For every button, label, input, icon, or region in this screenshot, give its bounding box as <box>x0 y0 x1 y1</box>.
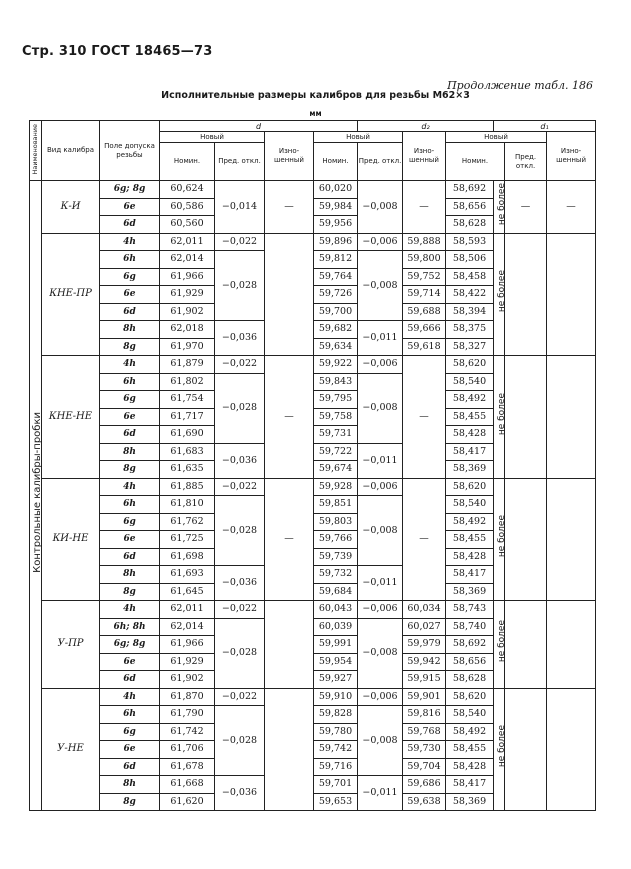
d1-worn <box>547 356 596 479</box>
d2-worn: 59,979 <box>403 636 446 654</box>
d2-worn: 59,730 <box>403 741 446 759</box>
d-worn: — <box>265 478 314 601</box>
d2-nominal: 60,039 <box>314 618 358 636</box>
d-nominal: 61,698 <box>160 548 215 566</box>
d-nominal: 62,011 <box>160 233 215 251</box>
d-nominal: 61,693 <box>160 566 215 584</box>
d-nominal: 61,683 <box>160 443 215 461</box>
d-deviation: −0,036 <box>215 443 265 478</box>
d-nominal: 61,966 <box>160 636 215 654</box>
d1-nominal: 58,369 <box>446 583 494 601</box>
d2-worn: 59,901 <box>403 688 446 706</box>
d1-nominal: 58,692 <box>446 636 494 654</box>
d1-deviation <box>505 233 547 356</box>
d2-deviation: −0,006 <box>358 478 403 496</box>
d1-nominal: 58,628 <box>446 671 494 689</box>
d2-worn: 59,888 <box>403 233 446 251</box>
d-worn: — <box>265 356 314 479</box>
tolerance-field: 6d <box>100 758 160 776</box>
d1-nominal: 58,593 <box>446 233 494 251</box>
d2-nominal: 59,922 <box>314 356 358 374</box>
d2-nominal: 59,674 <box>314 461 358 479</box>
d2-nominal: 59,956 <box>314 216 358 234</box>
tolerance-field: 6d <box>100 671 160 689</box>
tolerance-field: 8h <box>100 566 160 584</box>
table-body <box>30 181 596 811</box>
tolerance-field: 4h <box>100 233 160 251</box>
d2-deviation: −0,008 <box>358 181 403 234</box>
tolerance-field: 6e <box>100 286 160 304</box>
d-nominal: 60,560 <box>160 216 215 234</box>
d2-deviation: −0,008 <box>358 706 403 776</box>
d1-nominal: 58,656 <box>446 653 494 671</box>
col-naimenovanie: Наименование <box>30 121 42 181</box>
tolerance-field: 6d <box>100 426 160 444</box>
table-row <box>30 356 596 374</box>
d1-nominal: 58,455 <box>446 408 494 426</box>
d2-deviation: −0,011 <box>358 776 403 811</box>
d-worn: — <box>265 181 314 234</box>
d-deviation: −0,028 <box>215 373 265 443</box>
d1-nominal: 58,417 <box>446 776 494 794</box>
d2-dev-header: Пред. откл. <box>358 143 403 181</box>
d2-nominal: 60,043 <box>314 601 358 619</box>
d2-deviation: −0,006 <box>358 233 403 251</box>
d2-worn: 60,034 <box>403 601 446 619</box>
d2-nominal: 59,812 <box>314 251 358 269</box>
col-vid: Вид калибра <box>42 121 100 181</box>
d1-nominal: 58,417 <box>446 443 494 461</box>
d2-worn: 59,688 <box>403 303 446 321</box>
d2-worn: 59,752 <box>403 268 446 286</box>
table-row <box>30 601 596 619</box>
calibre-name: КИ-НЕ <box>42 478 100 601</box>
d1-nominal: 58,506 <box>446 251 494 269</box>
d2-nominal: 59,984 <box>314 198 358 216</box>
tolerance-field: 6g; 8g <box>100 181 160 199</box>
d2-nominal: 59,634 <box>314 338 358 356</box>
d1-nominal: 58,375 <box>446 321 494 339</box>
d1-deviation <box>505 601 547 689</box>
d2-nominal: 59,780 <box>314 723 358 741</box>
d1-nominal: 58,422 <box>446 286 494 304</box>
d2-worn: 59,714 <box>403 286 446 304</box>
d1-nominal: 58,492 <box>446 391 494 409</box>
d1-nominal: 58,492 <box>446 723 494 741</box>
d1-nominal: 58,692 <box>446 181 494 199</box>
col-pole: Поле допуска резьбы <box>100 121 160 181</box>
d-deviation: −0,022 <box>215 233 265 251</box>
d-nominal: 61,810 <box>160 496 215 514</box>
d2-deviation: −0,008 <box>358 251 403 321</box>
d-worn <box>265 233 314 356</box>
table-title: Исполнительные размеры калибров для резьбы М62×3 <box>161 90 470 101</box>
d1-nominal: 58,394 <box>446 303 494 321</box>
d-deviation: −0,022 <box>215 356 265 374</box>
d1-worn: — <box>547 181 596 234</box>
calibre-name: КНЕ-ПР <box>42 233 100 356</box>
tolerance-field: 8g <box>100 338 160 356</box>
d-nominal: 61,762 <box>160 513 215 531</box>
d1-nominal: 58,428 <box>446 426 494 444</box>
d2-deviation: −0,006 <box>358 688 403 706</box>
d1-deviation <box>505 478 547 601</box>
d-nominal: 60,586 <box>160 198 215 216</box>
units-label: мм <box>309 109 322 118</box>
d-nominal: 61,717 <box>160 408 215 426</box>
d-nominal: 61,966 <box>160 268 215 286</box>
d-nominal: 62,011 <box>160 601 215 619</box>
tolerance-field: 8g <box>100 461 160 479</box>
tolerance-field: 6g <box>100 268 160 286</box>
tolerance-field: 6e <box>100 531 160 549</box>
tolerance-field: 6e <box>100 408 160 426</box>
d1-nominal: 58,656 <box>446 198 494 216</box>
d1-nominal: 58,369 <box>446 793 494 811</box>
d2-deviation: −0,011 <box>358 321 403 356</box>
tolerance-field: 4h <box>100 478 160 496</box>
tolerance-field: 6g <box>100 513 160 531</box>
d-worn-header: Изно- шенный <box>265 132 314 181</box>
d2-worn: 59,638 <box>403 793 446 811</box>
d2-nominal: 59,758 <box>314 408 358 426</box>
d1-worn-header: Изно- шенный <box>547 132 596 181</box>
d1-dev-header: Пред. откл. <box>505 143 547 181</box>
d1-nomin-header: Номин. <box>446 143 505 181</box>
tolerance-field: 6d <box>100 548 160 566</box>
d1-nominal: 58,458 <box>446 268 494 286</box>
d1-nominal: 58,492 <box>446 513 494 531</box>
d-deviation: −0,022 <box>215 688 265 706</box>
d1-deviation <box>505 356 547 479</box>
d1-nominal: 58,540 <box>446 706 494 724</box>
d2-nominal: 59,954 <box>314 653 358 671</box>
d2-worn: — <box>403 356 446 479</box>
d-deviation: −0,028 <box>215 496 265 566</box>
tolerance-field: 4h <box>100 601 160 619</box>
d2-nominal: 59,731 <box>314 426 358 444</box>
d1-nominal: 58,540 <box>446 373 494 391</box>
calibre-name: КНЕ-НЕ <box>42 356 100 479</box>
tolerance-field: 6g <box>100 391 160 409</box>
tolerance-field: 8h <box>100 443 160 461</box>
d2-nominal: 59,700 <box>314 303 358 321</box>
d-nominal: 61,635 <box>160 461 215 479</box>
d-nominal: 60,624 <box>160 181 215 199</box>
d2-nominal: 59,732 <box>314 566 358 584</box>
d-nominal: 62,014 <box>160 618 215 636</box>
tolerance-field: 6g; 8g <box>100 636 160 654</box>
d-deviation: −0,036 <box>215 321 265 356</box>
d-nominal: 61,902 <box>160 671 215 689</box>
d2-nominal: 59,766 <box>314 531 358 549</box>
d1-nominal: 58,369 <box>446 461 494 479</box>
not-more-label: не более <box>494 688 505 811</box>
d2-nominal: 59,828 <box>314 706 358 724</box>
page-header: Стр. 310 ГОСТ 18465—73 <box>22 44 213 59</box>
d2-worn-header: Изно- шенный <box>403 132 446 181</box>
d-nominal: 61,690 <box>160 426 215 444</box>
continuation-note: Продолжение табл. 186 <box>447 79 593 92</box>
tolerance-field: 6d <box>100 303 160 321</box>
d1-nominal: 58,455 <box>446 741 494 759</box>
d1-nominal: 58,455 <box>446 531 494 549</box>
not-more-label: не более <box>494 233 505 356</box>
d-nominal: 61,668 <box>160 776 215 794</box>
col-d1: d₁ <box>494 121 596 132</box>
not-more-label: не более <box>494 356 505 479</box>
d2-nominal: 59,722 <box>314 443 358 461</box>
d1-nominal: 58,428 <box>446 758 494 776</box>
d-nominal: 61,620 <box>160 793 215 811</box>
d-nominal: 61,725 <box>160 531 215 549</box>
d1-worn <box>547 688 596 811</box>
d-nominal: 61,754 <box>160 391 215 409</box>
tolerance-field: 6h <box>100 373 160 391</box>
d-deviation: −0,036 <box>215 566 265 601</box>
d2-worn: 59,768 <box>403 723 446 741</box>
d2-worn: 59,816 <box>403 706 446 724</box>
not-more-label: не более <box>494 601 505 689</box>
d1-nominal: 58,628 <box>446 216 494 234</box>
d-nominal: 61,929 <box>160 286 215 304</box>
tolerance-field: 6h <box>100 706 160 724</box>
d-nominal: 61,970 <box>160 338 215 356</box>
d1-worn <box>547 601 596 689</box>
d-deviation: −0,036 <box>215 776 265 811</box>
d2-nomin-header: Номин. <box>314 143 358 181</box>
tolerance-field: 6h; 8h <box>100 618 160 636</box>
tolerance-field: 4h <box>100 688 160 706</box>
d1-worn <box>547 233 596 356</box>
d2-nominal: 59,726 <box>314 286 358 304</box>
d-deviation: −0,022 <box>215 601 265 619</box>
d-nominal: 62,014 <box>160 251 215 269</box>
tolerance-field: 8h <box>100 321 160 339</box>
tolerance-field: 6h <box>100 251 160 269</box>
d1-nominal: 58,740 <box>446 618 494 636</box>
tolerance-field: 6e <box>100 741 160 759</box>
calibre-name: К-И <box>42 181 100 234</box>
d-nominal: 61,790 <box>160 706 215 724</box>
d2-nominal: 59,910 <box>314 688 358 706</box>
d2-nominal: 59,653 <box>314 793 358 811</box>
d-nominal: 61,929 <box>160 653 215 671</box>
col-d: d <box>160 121 358 132</box>
tolerance-field: 4h <box>100 356 160 374</box>
d-deviation: −0,022 <box>215 478 265 496</box>
d-nomin-header: Номин. <box>160 143 215 181</box>
d-worn <box>265 688 314 811</box>
d2-deviation: −0,008 <box>358 618 403 688</box>
d2-deviation: −0,008 <box>358 496 403 566</box>
d2-deviation: −0,011 <box>358 443 403 478</box>
d2-nominal: 59,682 <box>314 321 358 339</box>
col-d2: d₂ <box>358 121 494 132</box>
d2-nominal: 59,764 <box>314 268 358 286</box>
d2-worn: 59,704 <box>403 758 446 776</box>
tolerance-field: 8h <box>100 776 160 794</box>
not-more-label: не более <box>494 478 505 601</box>
d2-nominal: 59,843 <box>314 373 358 391</box>
d2-nominal: 59,742 <box>314 741 358 759</box>
d2-worn: 59,618 <box>403 338 446 356</box>
d-nominal: 61,645 <box>160 583 215 601</box>
tolerance-field: 6h <box>100 496 160 514</box>
d1-nominal: 58,620 <box>446 478 494 496</box>
d2-worn: — <box>403 478 446 601</box>
d-dev-header: Пред. откл. <box>215 143 265 181</box>
d2-nominal: 59,739 <box>314 548 358 566</box>
d2-deviation: −0,006 <box>358 356 403 374</box>
d2-new-header: Новый <box>314 132 403 143</box>
d2-worn: — <box>403 181 446 234</box>
table-row <box>30 478 596 496</box>
d2-nominal: 59,795 <box>314 391 358 409</box>
d2-deviation: −0,006 <box>358 601 403 619</box>
d2-deviation: −0,011 <box>358 566 403 601</box>
tolerance-field: 6g <box>100 723 160 741</box>
d1-nominal: 58,428 <box>446 548 494 566</box>
d2-nominal: 59,896 <box>314 233 358 251</box>
d2-worn: 59,915 <box>403 671 446 689</box>
tolerance-field: 6e <box>100 653 160 671</box>
d2-deviation: −0,008 <box>358 373 403 443</box>
d-nominal: 61,885 <box>160 478 215 496</box>
group-label: Контрольные калибры-пробки <box>30 181 42 811</box>
d2-nominal: 59,716 <box>314 758 358 776</box>
d-nominal: 61,742 <box>160 723 215 741</box>
d2-worn: 59,666 <box>403 321 446 339</box>
d2-worn: 59,800 <box>403 251 446 269</box>
d1-nominal: 58,743 <box>446 601 494 619</box>
d1-nominal: 58,417 <box>446 566 494 584</box>
d2-worn: 60,027 <box>403 618 446 636</box>
d-nominal: 61,902 <box>160 303 215 321</box>
d2-worn: 59,686 <box>403 776 446 794</box>
d2-nominal: 59,701 <box>314 776 358 794</box>
d1-worn <box>547 478 596 601</box>
d1-nominal: 58,540 <box>446 496 494 514</box>
d1-deviation <box>505 688 547 811</box>
d-deviation: −0,028 <box>215 251 265 321</box>
tolerance-field: 8g <box>100 583 160 601</box>
d1-nominal: 58,327 <box>446 338 494 356</box>
d1-nominal: 58,620 <box>446 356 494 374</box>
d2-nominal: 59,851 <box>314 496 358 514</box>
d-nominal: 61,678 <box>160 758 215 776</box>
table-row <box>30 233 596 251</box>
tolerance-field: 8g <box>100 793 160 811</box>
d2-worn: 59,942 <box>403 653 446 671</box>
d-worn <box>265 601 314 689</box>
d1-nominal: 58,620 <box>446 688 494 706</box>
d-nominal: 61,706 <box>160 741 215 759</box>
calibre-name: У-НЕ <box>42 688 100 811</box>
d-deviation: −0,014 <box>215 181 265 234</box>
calibre-dimensions-table <box>29 120 596 811</box>
d1-deviation: — <box>505 181 547 234</box>
d-nominal: 62,018 <box>160 321 215 339</box>
d-nominal: 61,870 <box>160 688 215 706</box>
table-row <box>30 688 596 706</box>
tolerance-field: 6e <box>100 198 160 216</box>
d-deviation: −0,028 <box>215 618 265 688</box>
d2-nominal: 59,927 <box>314 671 358 689</box>
d2-nominal: 59,803 <box>314 513 358 531</box>
d-nominal: 61,879 <box>160 356 215 374</box>
d2-nominal: 59,684 <box>314 583 358 601</box>
table-row <box>30 181 596 199</box>
not-more-label: не более <box>494 181 505 234</box>
d-nominal: 61,802 <box>160 373 215 391</box>
d1-new-header: Новый <box>446 132 547 143</box>
d-deviation: −0,028 <box>215 706 265 776</box>
d2-nominal: 59,991 <box>314 636 358 654</box>
d2-nominal: 60,020 <box>314 181 358 199</box>
calibre-name: У-ПР <box>42 601 100 689</box>
d-new-header: Новый <box>160 132 265 143</box>
tolerance-field: 6d <box>100 216 160 234</box>
d2-nominal: 59,928 <box>314 478 358 496</box>
